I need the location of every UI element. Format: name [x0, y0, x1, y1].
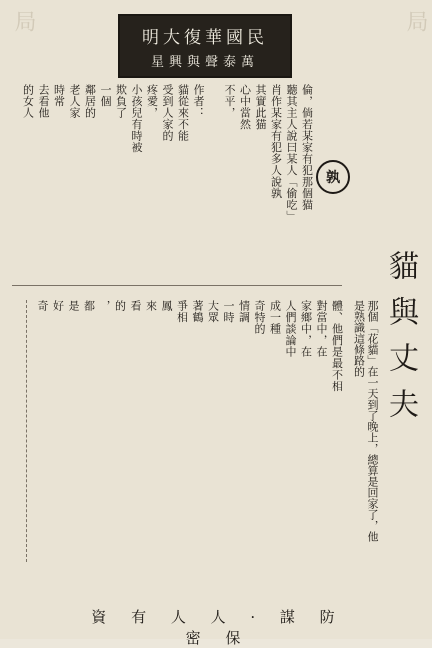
text-column: 肖作某家有犯多人說孰	[269, 84, 283, 199]
text-column: 人們談論中	[284, 300, 297, 358]
text-column: 都	[82, 300, 96, 312]
text-column: 情調	[237, 300, 251, 323]
text-column: 作者：	[192, 84, 205, 119]
text-column: 倫，倘若某家有犯那個猫	[300, 84, 314, 211]
text-column: 成一種	[268, 300, 282, 335]
banner-line-2: 星興與聲泰萬	[150, 54, 259, 70]
text-column: 來	[144, 300, 158, 312]
text-column: 鄰居的	[83, 84, 97, 119]
text-column: 心中當然	[238, 84, 252, 130]
text-column: 的女人	[21, 84, 35, 119]
text-column: 聽其主人說曰某人「偷吃」	[285, 84, 298, 222]
text-column: 是	[67, 300, 80, 312]
text-column: 時常	[52, 84, 66, 107]
section-divider	[12, 285, 342, 286]
header-banner	[118, 14, 292, 78]
text-column: 爭相	[175, 300, 189, 323]
article-badge: 孰	[316, 160, 350, 194]
right-text-column: 那個「花貓」在一天到了晚上，總算是回家了，他是熟識這條路的	[352, 300, 379, 542]
text-column: 受到人家的	[161, 84, 174, 142]
text-column: 看	[129, 300, 142, 312]
text-column: 鳳	[160, 300, 173, 312]
column-divider	[26, 300, 27, 562]
bleed-through-text: 局	[403, 10, 428, 32]
bleed-through-text: 局	[11, 10, 36, 32]
text-column: 不平，	[223, 84, 236, 119]
text-column: 對當中，在	[315, 300, 328, 358]
text-column: 貓從來不能	[176, 84, 190, 142]
text-column: ，	[98, 300, 111, 312]
text-column: 小孩兒有時被	[130, 84, 143, 153]
text-column: 一時	[222, 300, 235, 323]
text-column: 其實此猫	[254, 84, 267, 130]
footer-slogan: 資 有 人 人 · 謀 防 密 保	[91, 608, 345, 647]
text-column: 奇	[36, 300, 49, 312]
text-column: 著鶴	[191, 300, 204, 323]
text-column: 好	[51, 300, 65, 312]
banner-line-1: 明大復華國民	[142, 27, 268, 48]
text-column: 大眾	[206, 300, 220, 323]
text-column: 一個	[99, 84, 112, 107]
text-column: 去看他	[37, 84, 50, 119]
text-column: 體、他們是最不相	[330, 300, 344, 392]
text-column: 欺負了	[114, 84, 128, 119]
article-title: 貓與丈夫	[383, 250, 418, 434]
text-column: 老人家	[68, 84, 81, 119]
text-column: 疼愛，	[145, 84, 159, 119]
text-column: 的	[113, 300, 127, 312]
text-column: 家鄉中，在	[299, 300, 313, 358]
text-column: 奇特的	[253, 300, 266, 335]
